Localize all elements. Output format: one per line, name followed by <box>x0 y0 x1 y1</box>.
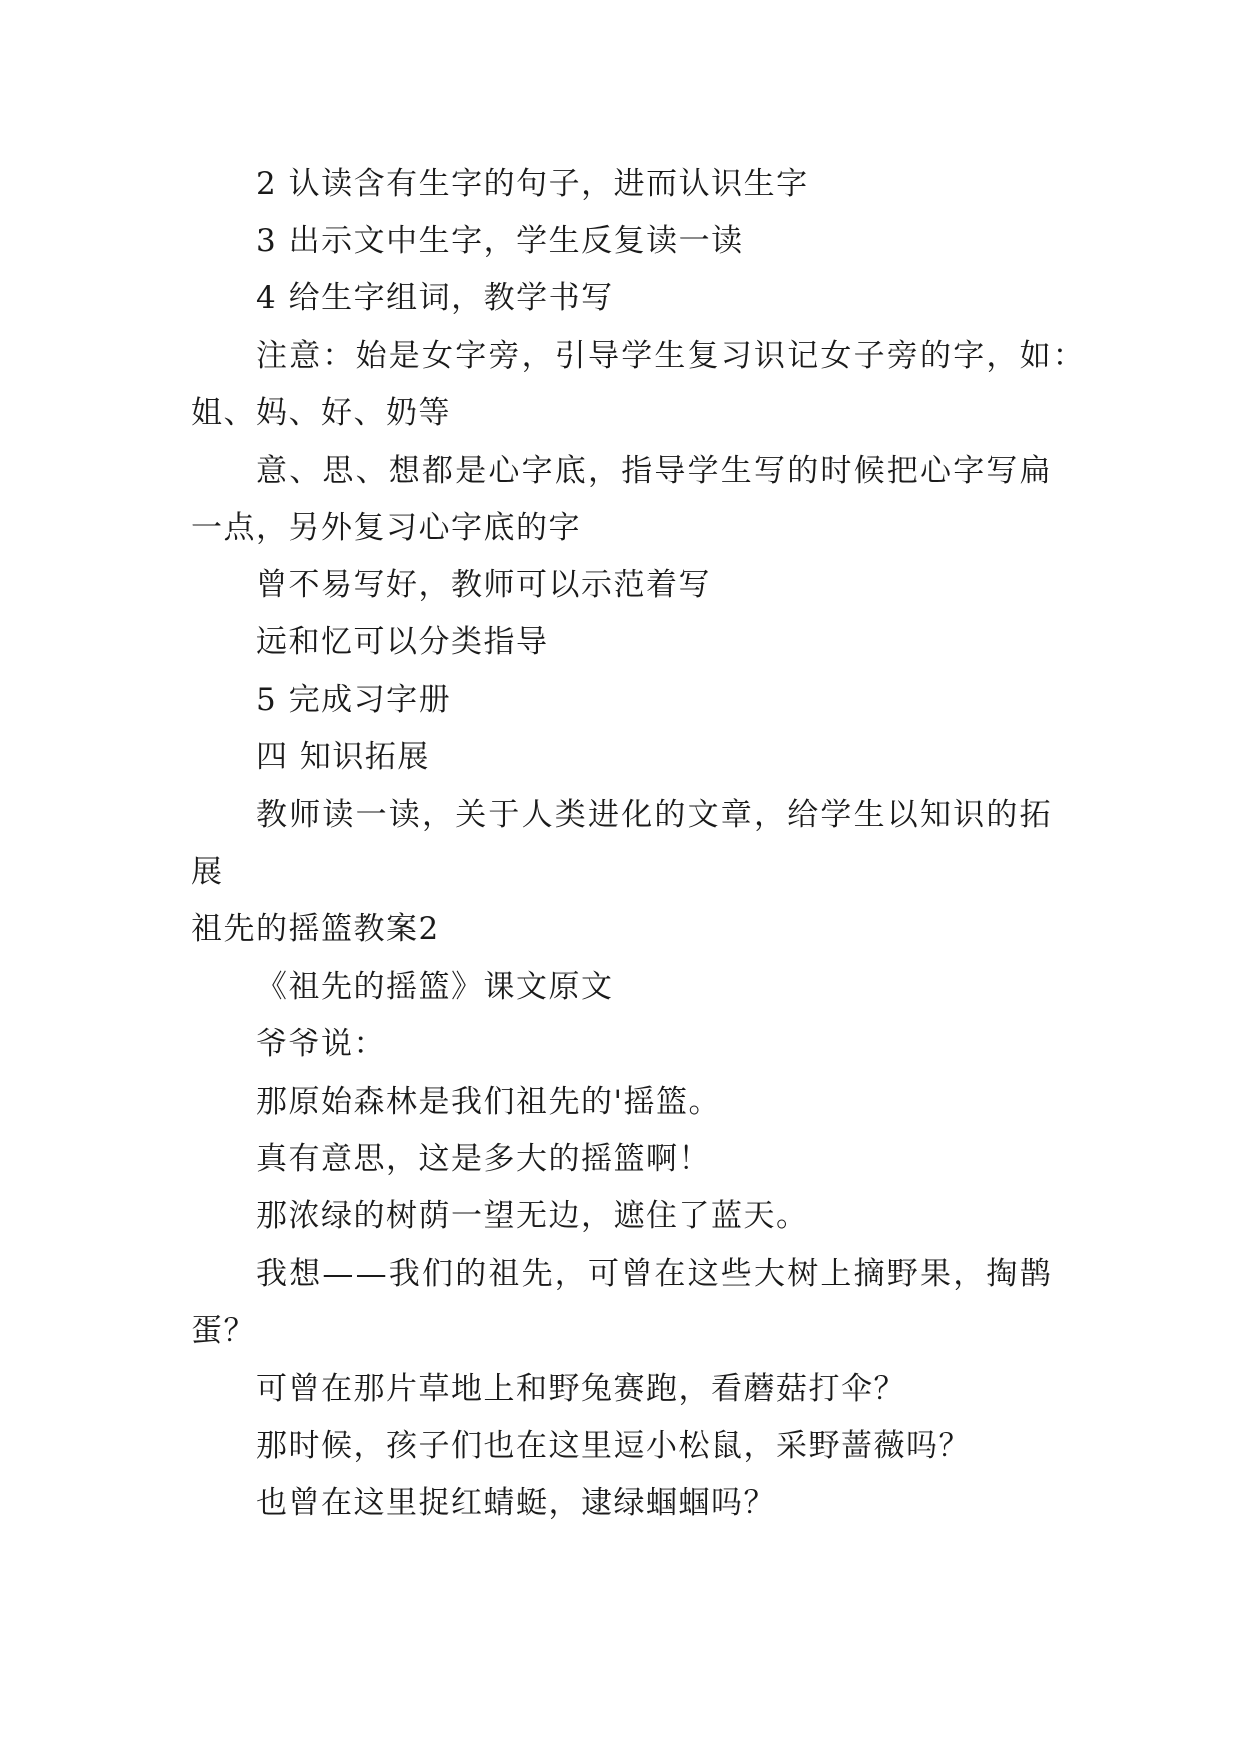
heart-radical-continuation: 一点，另外复习心字底的字 <box>191 510 581 546</box>
poem-line-5: 我想——我们的祖先，可曾在这些大树上摘野果，掏鹊 <box>256 1256 1053 1292</box>
step-2-line: 2 认读含有生字的句子，进而认识生字 <box>256 166 809 202</box>
note-line: 注意：始是女字旁，引导学生复习识记女子旁的字，如： <box>256 338 1086 374</box>
classify-line: 远和忆可以分类指导 <box>256 624 549 660</box>
poem-line-2: 那原始森林是我们祖先的'摇篮。 <box>256 1084 722 1120</box>
ceng-writing-line: 曾不易写好，教师可以示范着写 <box>256 567 711 603</box>
step-4-line: 4 给生字组词，教学书写 <box>256 280 614 316</box>
extension-continuation: 展 <box>191 854 224 890</box>
poem-line-5-continuation: 蛋？ <box>191 1313 256 1349</box>
poem-line-8: 也曾在这里捉红蜻蜓，逮绿蝈蝈吗？ <box>256 1485 776 1521</box>
poem-line-7: 那时候，孩子们也在这里逗小松鼠，采野蔷薇吗？ <box>256 1428 971 1464</box>
poem-line-4: 那浓绿的树荫一望无边，遮住了蓝天。 <box>256 1198 809 1234</box>
heart-radical-line: 意、思、想都是心字底，指导学生写的时候把心字写扁 <box>256 453 1053 489</box>
section-4-heading: 四 知识拓展 <box>256 739 430 775</box>
step-5-line: 5 完成习字册 <box>256 682 452 718</box>
lesson-title: 祖先的摇篮教案2 <box>191 911 440 947</box>
extension-line: 教师读一读，关于人类进化的文章，给学生以知识的拓 <box>256 797 1053 833</box>
poem-line-1: 爷爷说： <box>256 1026 386 1062</box>
poem-line-6: 可曾在那片草地上和野兔赛跑，看蘑菇打伞？ <box>256 1371 906 1407</box>
step-3-line: 3 出示文中生字，学生反复读一读 <box>256 223 744 259</box>
note-continuation: 姐、妈、好、奶等 <box>191 395 451 431</box>
text-title: 《祖先的摇篮》课文原文 <box>256 969 614 1005</box>
poem-line-3: 真有意思，这是多大的摇篮啊！ <box>256 1141 711 1177</box>
